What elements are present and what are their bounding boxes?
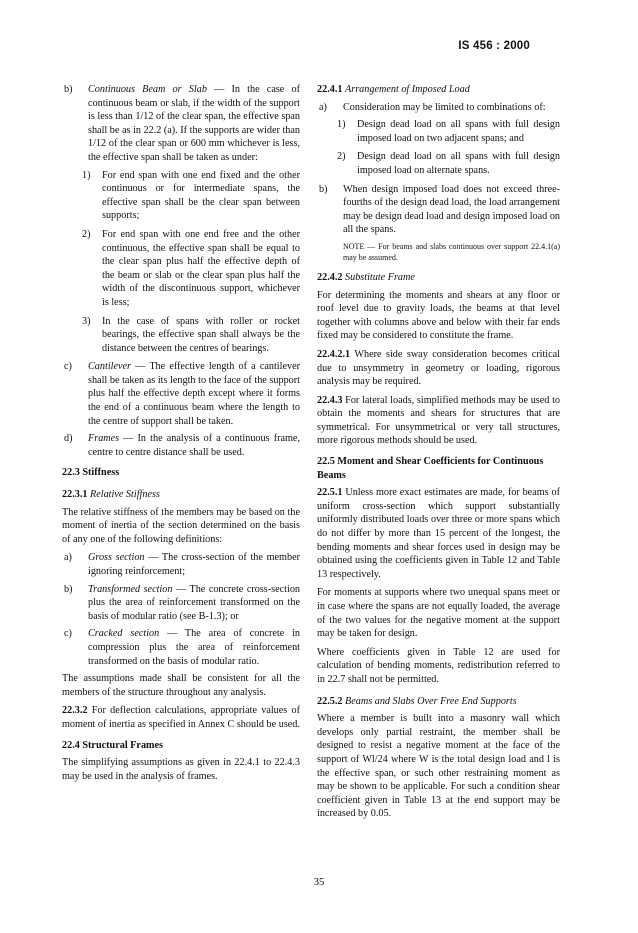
section-title: Substitute Frame — [345, 271, 415, 283]
section-heading-22-4: 22.4 Structural Frames — [62, 739, 164, 751]
paragraph-text: For lateral loads, simplified methods may be used to obtain the moments and shears for structures that are symmetrical. For unsymmetrical or very tall structures, more rigorous methods should be used. — [317, 394, 560, 447]
definition-text: — The area of concrete in compression plus the area of reinforcement transformed on the basis of modular ratio. — [88, 628, 300, 667]
paragraph-22-3-2 — [62, 704, 300, 731]
definition-transformed-section — [62, 583, 300, 624]
clause-b-imposed-load — [317, 183, 560, 237]
list-marker: c) — [64, 628, 72, 640]
list-marker: a) — [319, 101, 327, 113]
section-number: 22.5.1 — [317, 487, 343, 499]
list-marker: 1) — [337, 119, 346, 131]
paragraph-relative-stiffness: The relative stiffness of the members may be based on the moment of inertia of the section determined on the basis of any one of the following definitions: — [62, 506, 300, 545]
section-heading-22-5-2 — [317, 695, 560, 709]
paragraph-text: Unless more exact estimates are made, for beams of uniform cross-section which support substantially uniformly distributed loads over three or more spans which do not differ by more than 15 percent of the longest, the bending moments and shear forces used in design may be obtained using the coefficients given in Table 12 and Table 13 respectively. — [317, 487, 560, 580]
clause-text: When design imposed load does not exceed three-fourths of the design dead load, the load arrangement may be design dead load and design imposed load on all the spans. — [343, 183, 561, 236]
definition-cracked-section — [62, 627, 300, 668]
list-marker: 3) — [82, 315, 91, 327]
list-marker: c) — [64, 361, 72, 373]
section-number: 22.3.2 — [62, 705, 88, 717]
sub-item-text: In the case of spans with roller or rocket bearings, the effective span shall always be the distance between the centres of bearings. — [102, 315, 300, 354]
page-number: 35 — [313, 877, 325, 888]
paragraph-22-4-2-1 — [317, 348, 560, 389]
paragraph-redistribution: Where coefficients given in Table 12 are used for calculation of bending moments, redistribution referred to in 22.7 shall not be permitted. — [317, 646, 560, 685]
list-marker: 1) — [82, 169, 91, 181]
clause-title: Frames — [88, 433, 120, 445]
list-marker: b) — [319, 183, 328, 195]
list-marker: 2) — [82, 228, 91, 240]
clause-text: — The effective length of a cantilever shall be taken as its length to the face of the support plus half the effective depth except where it forms the end of a continuous beam where the length to the centre of support shall be taken. — [88, 361, 300, 427]
section-number: 22.4.3 — [317, 394, 343, 406]
right-column — [317, 83, 560, 826]
section-title: Relative Stiffness — [90, 489, 160, 501]
definition-text: — The cross-section of the member ignoring reinforcement; — [88, 552, 300, 577]
clause-text: Consideration may be limited to combinations of: — [343, 101, 546, 113]
list-marker: a) — [64, 552, 72, 564]
list-marker: d) — [64, 433, 73, 445]
sub-item-text: For end span with one end fixed and the other continuous or for intermediate spans, the effective span shall be the clear span between supports; — [102, 169, 300, 222]
paragraph-text: Where side sway consideration becomes critical due to unsymmetry in geometry or loading, rigorous analysis may be required. — [317, 348, 560, 388]
sub-item-text: For end span with one end free and the other continuous, the effective span shall be equal to the clear span plus half the effective depth of the beam or slab or the clear span plus half the width of the discontinuous support, whichever is less; — [102, 228, 300, 308]
left-column — [62, 83, 300, 788]
section-heading-22-3-1 — [62, 488, 300, 502]
paragraph-22-5-1 — [317, 486, 560, 581]
sub-item-text: Design dead load on all spans with full design imposed load on two adjacent spans; and — [357, 119, 560, 144]
clause-a-consideration — [317, 101, 560, 115]
definition-text: — The concrete cross-section plus the area of reinforcement transformed on the basis of modular ratio (see B-1.3); or — [88, 583, 301, 622]
definition-title: Gross section — [88, 552, 145, 564]
sub-item-1 — [317, 118, 560, 145]
paragraph-22-4-3 — [317, 394, 560, 448]
section-title: Arrangement of Imposed Load — [345, 84, 470, 95]
definition-title: Transformed section — [88, 583, 173, 595]
clause-title: Continuous Beam or Slab — [88, 84, 207, 95]
paragraph-22-4: The simplifying assumptions as given in 22.4.1 to 22.4.3 may be used in the analysis of frames. — [62, 757, 300, 782]
paragraph-unequal-spans: For moments at supports where two unequal spans meet or in case where the spans are not equally loaded, the average of the two values for the negative moment at the support may be taken for design. — [317, 587, 560, 640]
section-number: 22.4.2 — [317, 271, 343, 283]
clause-c-cantilever — [62, 360, 300, 428]
clause-title: Cantilever — [88, 361, 132, 373]
sub-item-3 — [62, 315, 300, 356]
standard-identifier: IS 456 : 2000 — [458, 40, 530, 52]
paragraph-free-end-supports: Where a member is built into a masonry wall which develops only partial restraint, the member shall be designed to resist a negative moment at the face of the support of Wl/24 where W is the total design load and l is the effective span, or such other restraining moment as may be shown to be applicable. For such a condition shear coefficient given in Table 13 at the end support may be increased by 0.05. — [317, 713, 560, 820]
clause-text: — In the analysis of a continuous frame, centre to centre distance shall be used. — [88, 433, 300, 458]
list-marker: b) — [64, 583, 73, 595]
sub-item-text: Design dead load on all spans with full design imposed load on alternate spans. — [357, 151, 560, 176]
section-title: Beams and Slabs Over Free End Supports — [345, 695, 517, 707]
clause-d-frames — [62, 432, 300, 459]
section-number: 22.4.1 — [317, 84, 343, 95]
section-heading-22-5: 22.5 Moment and Shear Coefficients for Continuous Beams — [317, 456, 544, 481]
paragraph-substitute-frame: For determining the moments and shears at any floor or roof level due to gravity loads, the beams at that level together with columns above and below with their far ends fixed may be considered to constitute the frame. — [317, 289, 560, 342]
sub-item-1 — [62, 169, 300, 223]
section-number: 22.5.2 — [317, 695, 343, 707]
section-heading-22-4-1 — [317, 83, 560, 97]
paragraph-assumptions: The assumptions made shall be consistent for all the members of the structure throughout any analysis. — [62, 673, 300, 698]
sub-item-2 — [62, 228, 300, 310]
clause-text: — In the case of continuous beam or slab, if the width of the support is less than 1/12 of the clear span, the effective span shall be as in 22.2 (a). If the supports are wider than 1/12 of the clear span or 600 mm whichever is less, the effective span shall be taken as under: — [88, 84, 300, 163]
section-number: 22.4.2.1 — [317, 348, 351, 360]
section-heading-22-4-2 — [317, 271, 560, 285]
definition-title: Cracked section — [88, 628, 160, 640]
note: NOTE — For beams and slabs continuous over support 22.4.1(a) may be assumed. — [343, 241, 560, 262]
sub-item-2 — [317, 150, 560, 177]
clause-b-continuous-beam — [62, 83, 300, 165]
paragraph-text: For deflection calculations, appropriate values of moment of inertia as specified in Annex C should be used. — [62, 705, 300, 730]
list-marker: b) — [64, 84, 73, 95]
section-heading-22-3: 22.3 Stiffness — [62, 467, 120, 479]
definition-gross-section — [62, 551, 300, 578]
list-marker: 2) — [337, 151, 346, 163]
section-number: 22.3.1 — [62, 489, 88, 501]
